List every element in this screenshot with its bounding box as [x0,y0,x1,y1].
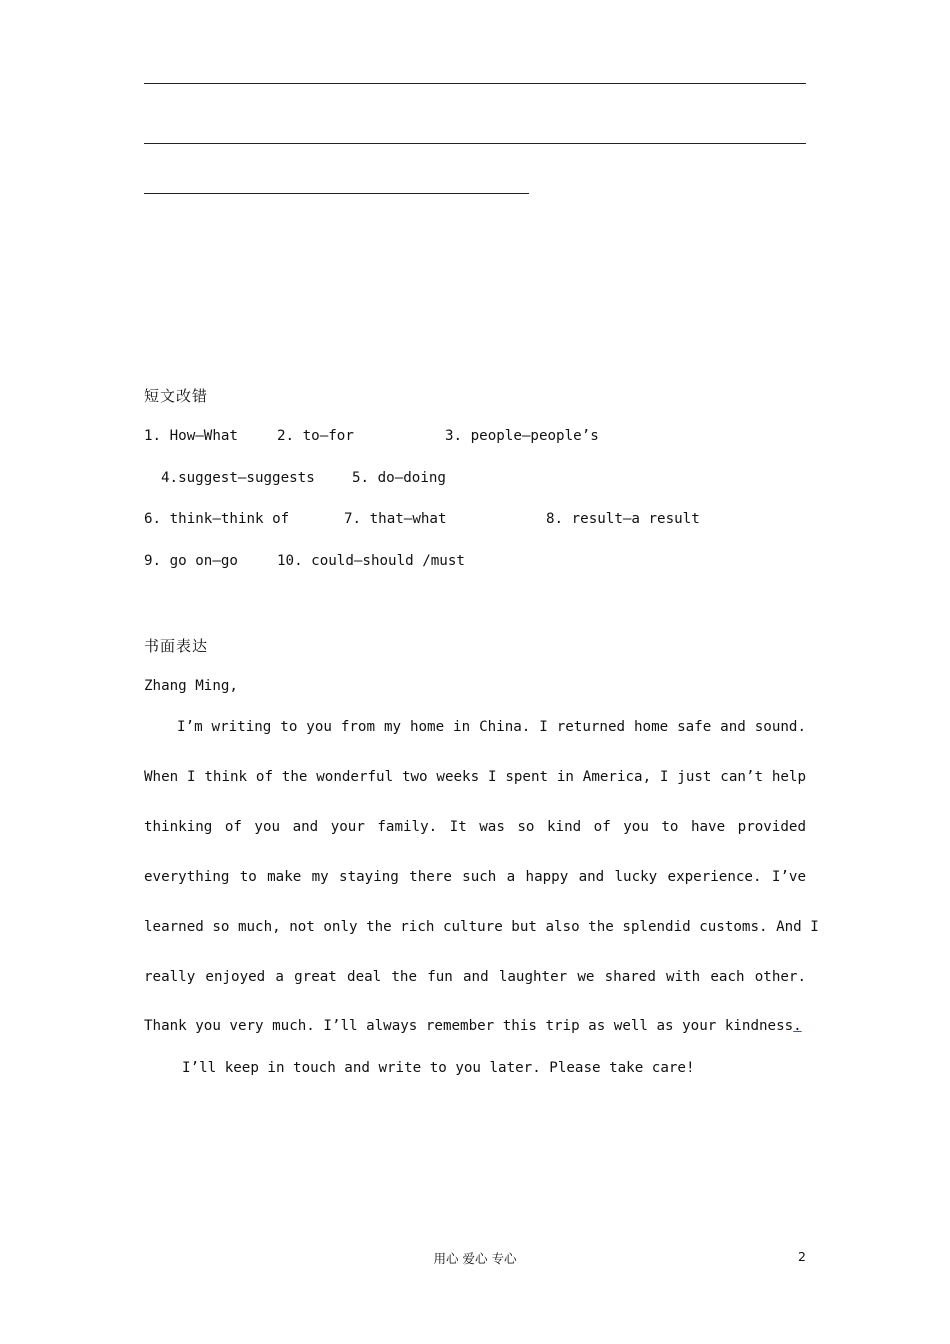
correction-item-9: 9. go on—go [144,553,238,569]
answer-blank-line-3 [144,193,529,194]
correction-item-6: 6. think—think of [144,511,290,527]
letter-line-1: I’m writing to you from my home in China. I returned home safe and sound. [177,719,806,735]
correction-item-10: 10. could—should /must [277,553,465,569]
page-number: 2 [798,1249,806,1264]
letter-line-5: learned so much, not only the rich culture but also the splendid customs. And I [144,919,819,935]
letter-line-2: When I think of the wonderful two weeks I spent in America, I just can’t help [144,769,806,785]
letter-line-7-period: . [793,1018,802,1034]
answer-blank-line-2 [144,143,806,144]
correction-item-8: 8. result—a result [546,511,700,527]
answer-blank-line-1 [144,83,806,84]
letter-line-6: really enjoyed a great deal the fun and laughter we shared with each other. [144,969,806,985]
letter-line-7-text: Thank you very much. I’ll always remember this trip as well as your kindness [144,1018,794,1034]
letter-line-4: everything to make my staying there such a happy and lucky experience. I’ve [144,869,806,885]
letter-line-7 [144,1018,802,1034]
writing-heading: 书面表达 [144,637,209,655]
correction-heading: 短文改错 [144,387,209,405]
correction-item-5: 5. do—doing [352,470,446,486]
letter-line-3: thinking of you and your family. It was so kind of you to have provided [144,819,806,835]
correction-item-4: 4.suggest—suggests [161,470,315,486]
correction-item-3: 3. people—people’s [445,428,599,444]
page-footer: 用心 爱心 专心 [433,1251,517,1266]
correction-item-1: 1. How—What [144,428,238,444]
letter-closing-line: I’ll keep in touch and write to you later. Please take care! [182,1060,695,1076]
letter-salutation: Zhang Ming, [144,678,238,694]
correction-item-2: 2. to—for [277,428,354,444]
correction-item-7: 7. that—what [344,511,447,527]
